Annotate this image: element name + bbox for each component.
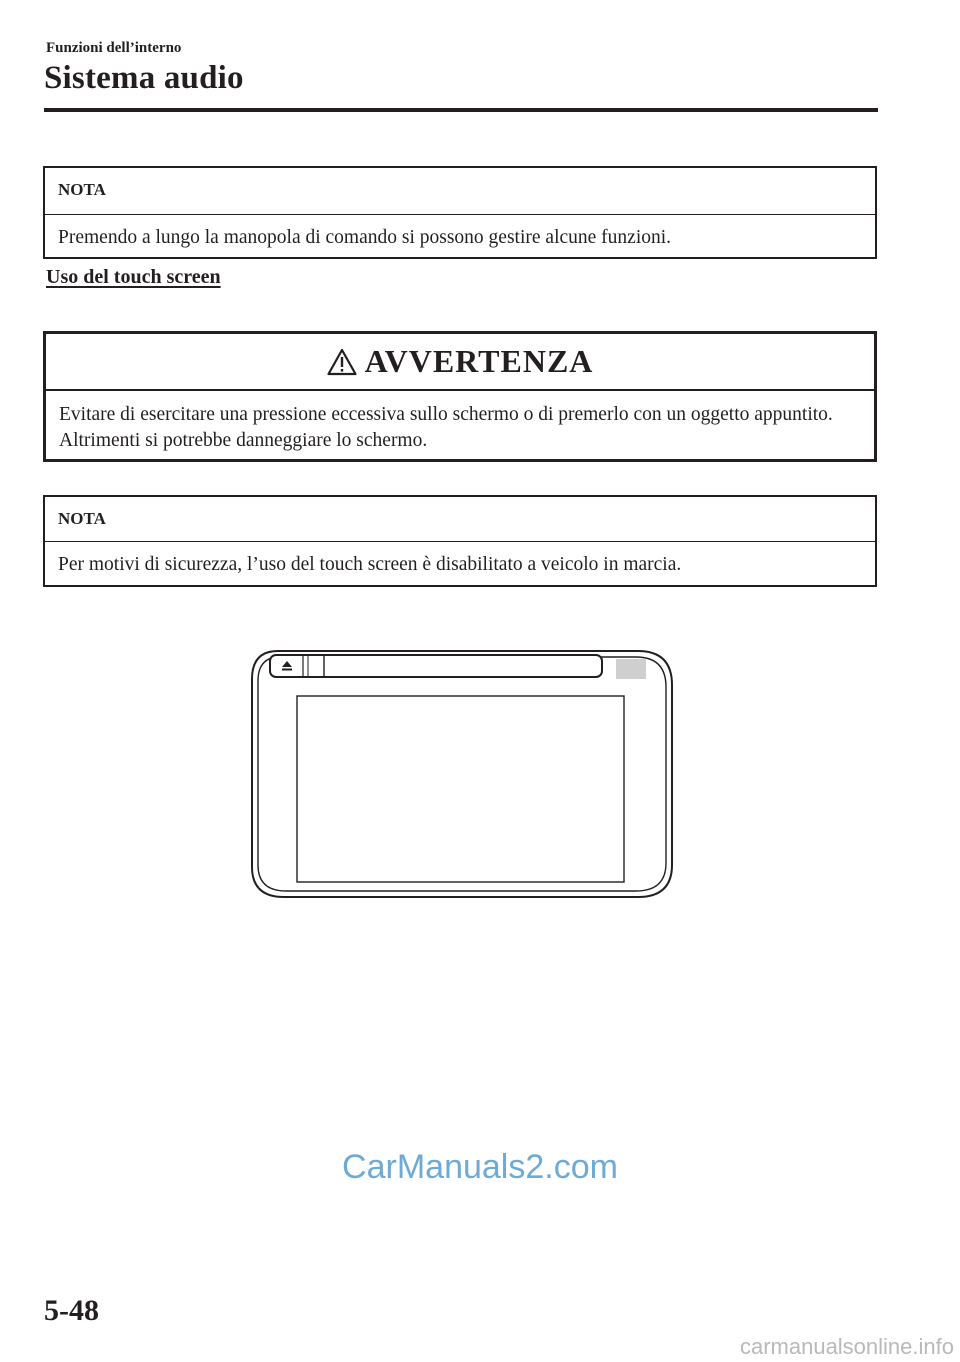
page-title: Sistema audio [44,60,244,96]
watermark: CarManuals2.com [342,1148,618,1186]
section-label: Funzioni dell’interno [46,40,182,56]
warning-header [46,334,874,391]
title-rule [44,108,878,112]
warning-box [43,331,877,462]
note-text: Premendo a lungo la manopola di comando si possono gestire alcune funzioni. [58,227,672,248]
warning-triangle-icon [327,348,357,376]
note-text: Per motivi di sicurezza, l’uso del touch screen è disabilitato a veicolo in marcia. [58,554,682,575]
footer-watermark: carmanualsonline.info [739,1334,954,1359]
touch-screen-illustration [248,645,676,901]
note-heading: NOTA [45,168,875,215]
warning-text: Evitare di esercitare una pressione eccessiva sullo schermo o di premerlo con un oggetto appuntito. Altrimenti si potrebbe danneggiare lo schermo. [59,404,833,451]
subheading-touch-screen: Uso del touch screen [46,266,221,288]
warning-heading: AVVERTENZA [364,343,594,379]
note-box-2 [43,495,877,587]
note-heading: NOTA [45,497,875,542]
page-number: 5-48 [44,1294,99,1327]
note-box-1 [43,166,877,259]
